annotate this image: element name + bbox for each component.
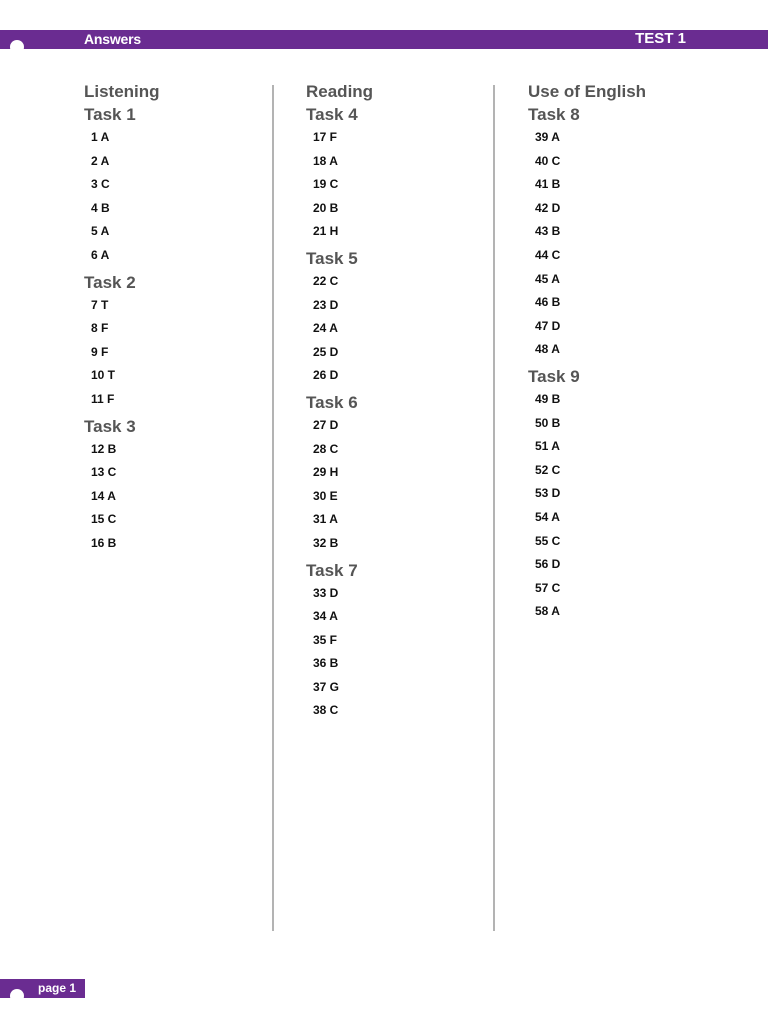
answer-list — [313, 270, 373, 388]
answer-item: 31 A — [313, 512, 338, 527]
answer-item: 52 C — [535, 462, 561, 477]
answer-item: 55 C — [535, 533, 561, 548]
answer-item: 35 F — [313, 632, 338, 647]
answer-list — [535, 126, 646, 362]
answer-item: 57 C — [535, 580, 561, 595]
task-heading: Task 6 — [306, 392, 358, 412]
answer-item: 22 C — [313, 273, 339, 288]
answer-item: 37 G — [313, 679, 340, 694]
answer-item: 38 C — [313, 703, 339, 718]
footer-bar — [0, 979, 85, 998]
answer-item: 11 F — [91, 391, 115, 406]
task-heading: Task 3 — [84, 416, 136, 436]
section-heading: Listening — [84, 82, 160, 101]
answer-item: 29 H — [313, 465, 339, 480]
answer-item: 9 F — [91, 344, 109, 359]
answer-list — [91, 126, 160, 268]
listening-column — [84, 80, 160, 556]
column-divider — [493, 85, 495, 931]
answer-item: 10 T — [91, 368, 116, 383]
task-heading: Task 1 — [84, 105, 136, 124]
answer-item: 4 B — [91, 200, 110, 215]
use-of-english-column — [528, 80, 646, 624]
task-heading: Task 4 — [306, 105, 358, 124]
test-label: TEST 1 — [635, 30, 686, 47]
answer-item: 21 H — [313, 224, 339, 239]
bullet-circle-icon — [10, 40, 24, 54]
answer-list — [91, 294, 160, 412]
answer-item: 16 B — [91, 535, 117, 550]
answer-item: 27 D — [313, 417, 339, 432]
answer-item: 42 D — [535, 200, 561, 215]
answer-item: 3 C — [91, 177, 110, 192]
section-heading: Reading — [306, 82, 374, 101]
answer-item: 44 C — [535, 247, 561, 262]
answer-item: 50 B — [535, 415, 561, 430]
task-heading: Task 8 — [528, 105, 580, 124]
answer-item: 45 A — [535, 271, 560, 286]
answer-item: 20 B — [313, 200, 339, 215]
task-heading: Task 9 — [528, 366, 580, 386]
answer-item: 1 A — [91, 130, 110, 144]
section-heading: Use of English — [528, 82, 647, 101]
answer-item: 32 B — [313, 535, 339, 550]
answer-item: 23 D — [313, 297, 339, 312]
bullet-circle-icon — [10, 989, 24, 1003]
answer-list — [313, 414, 373, 556]
answer-item: 39 A — [535, 130, 560, 144]
answer-item: 33 D — [313, 585, 339, 600]
answer-item: 58 A — [535, 604, 560, 619]
answer-item: 53 D — [535, 486, 561, 501]
answer-item: 26 D — [313, 368, 339, 383]
answer-item: 41 B — [535, 177, 561, 192]
answer-item: 19 C — [313, 177, 339, 192]
answer-item: 12 B — [91, 441, 117, 456]
answer-item: 17 F — [313, 130, 338, 144]
page-number: page 1 — [38, 981, 77, 995]
column-divider — [272, 85, 274, 931]
answer-list — [313, 582, 373, 724]
answer-item: 13 C — [91, 465, 117, 480]
answer-item: 15 C — [91, 512, 117, 527]
answer-item: 48 A — [535, 342, 560, 357]
answer-item: 46 B — [535, 295, 561, 310]
answer-item: 24 A — [313, 321, 338, 336]
header-title: Answers — [84, 31, 141, 47]
answer-item: 36 B — [313, 656, 339, 671]
header-bar — [0, 30, 768, 49]
reading-column — [306, 80, 373, 723]
answer-item: 18 A — [313, 153, 338, 168]
answer-item: 40 C — [535, 153, 561, 168]
answer-item: 47 D — [535, 318, 561, 333]
answer-item: 5 A — [91, 224, 110, 239]
answer-list — [535, 388, 646, 624]
answer-item: 49 B — [535, 391, 561, 406]
task-heading: Task 5 — [306, 248, 358, 268]
answer-list — [313, 126, 373, 244]
answer-item: 28 C — [313, 441, 339, 456]
answer-item: 6 A — [91, 247, 110, 262]
answer-item: 30 E — [313, 488, 338, 503]
answer-item: 7 T — [91, 297, 109, 312]
answer-item: 25 D — [313, 344, 339, 359]
answer-item: 8 F — [91, 321, 109, 336]
task-heading: Task 7 — [306, 560, 358, 580]
answer-item: 43 B — [535, 224, 561, 239]
answer-item: 2 A — [91, 153, 110, 168]
answer-item: 34 A — [313, 609, 338, 624]
answer-item: 56 D — [535, 557, 561, 572]
answer-list — [91, 438, 160, 556]
answer-item: 51 A — [535, 439, 560, 454]
task-heading: Task 2 — [84, 272, 136, 292]
answer-item: 14 A — [91, 488, 116, 503]
answer-item: 54 A — [535, 509, 560, 524]
